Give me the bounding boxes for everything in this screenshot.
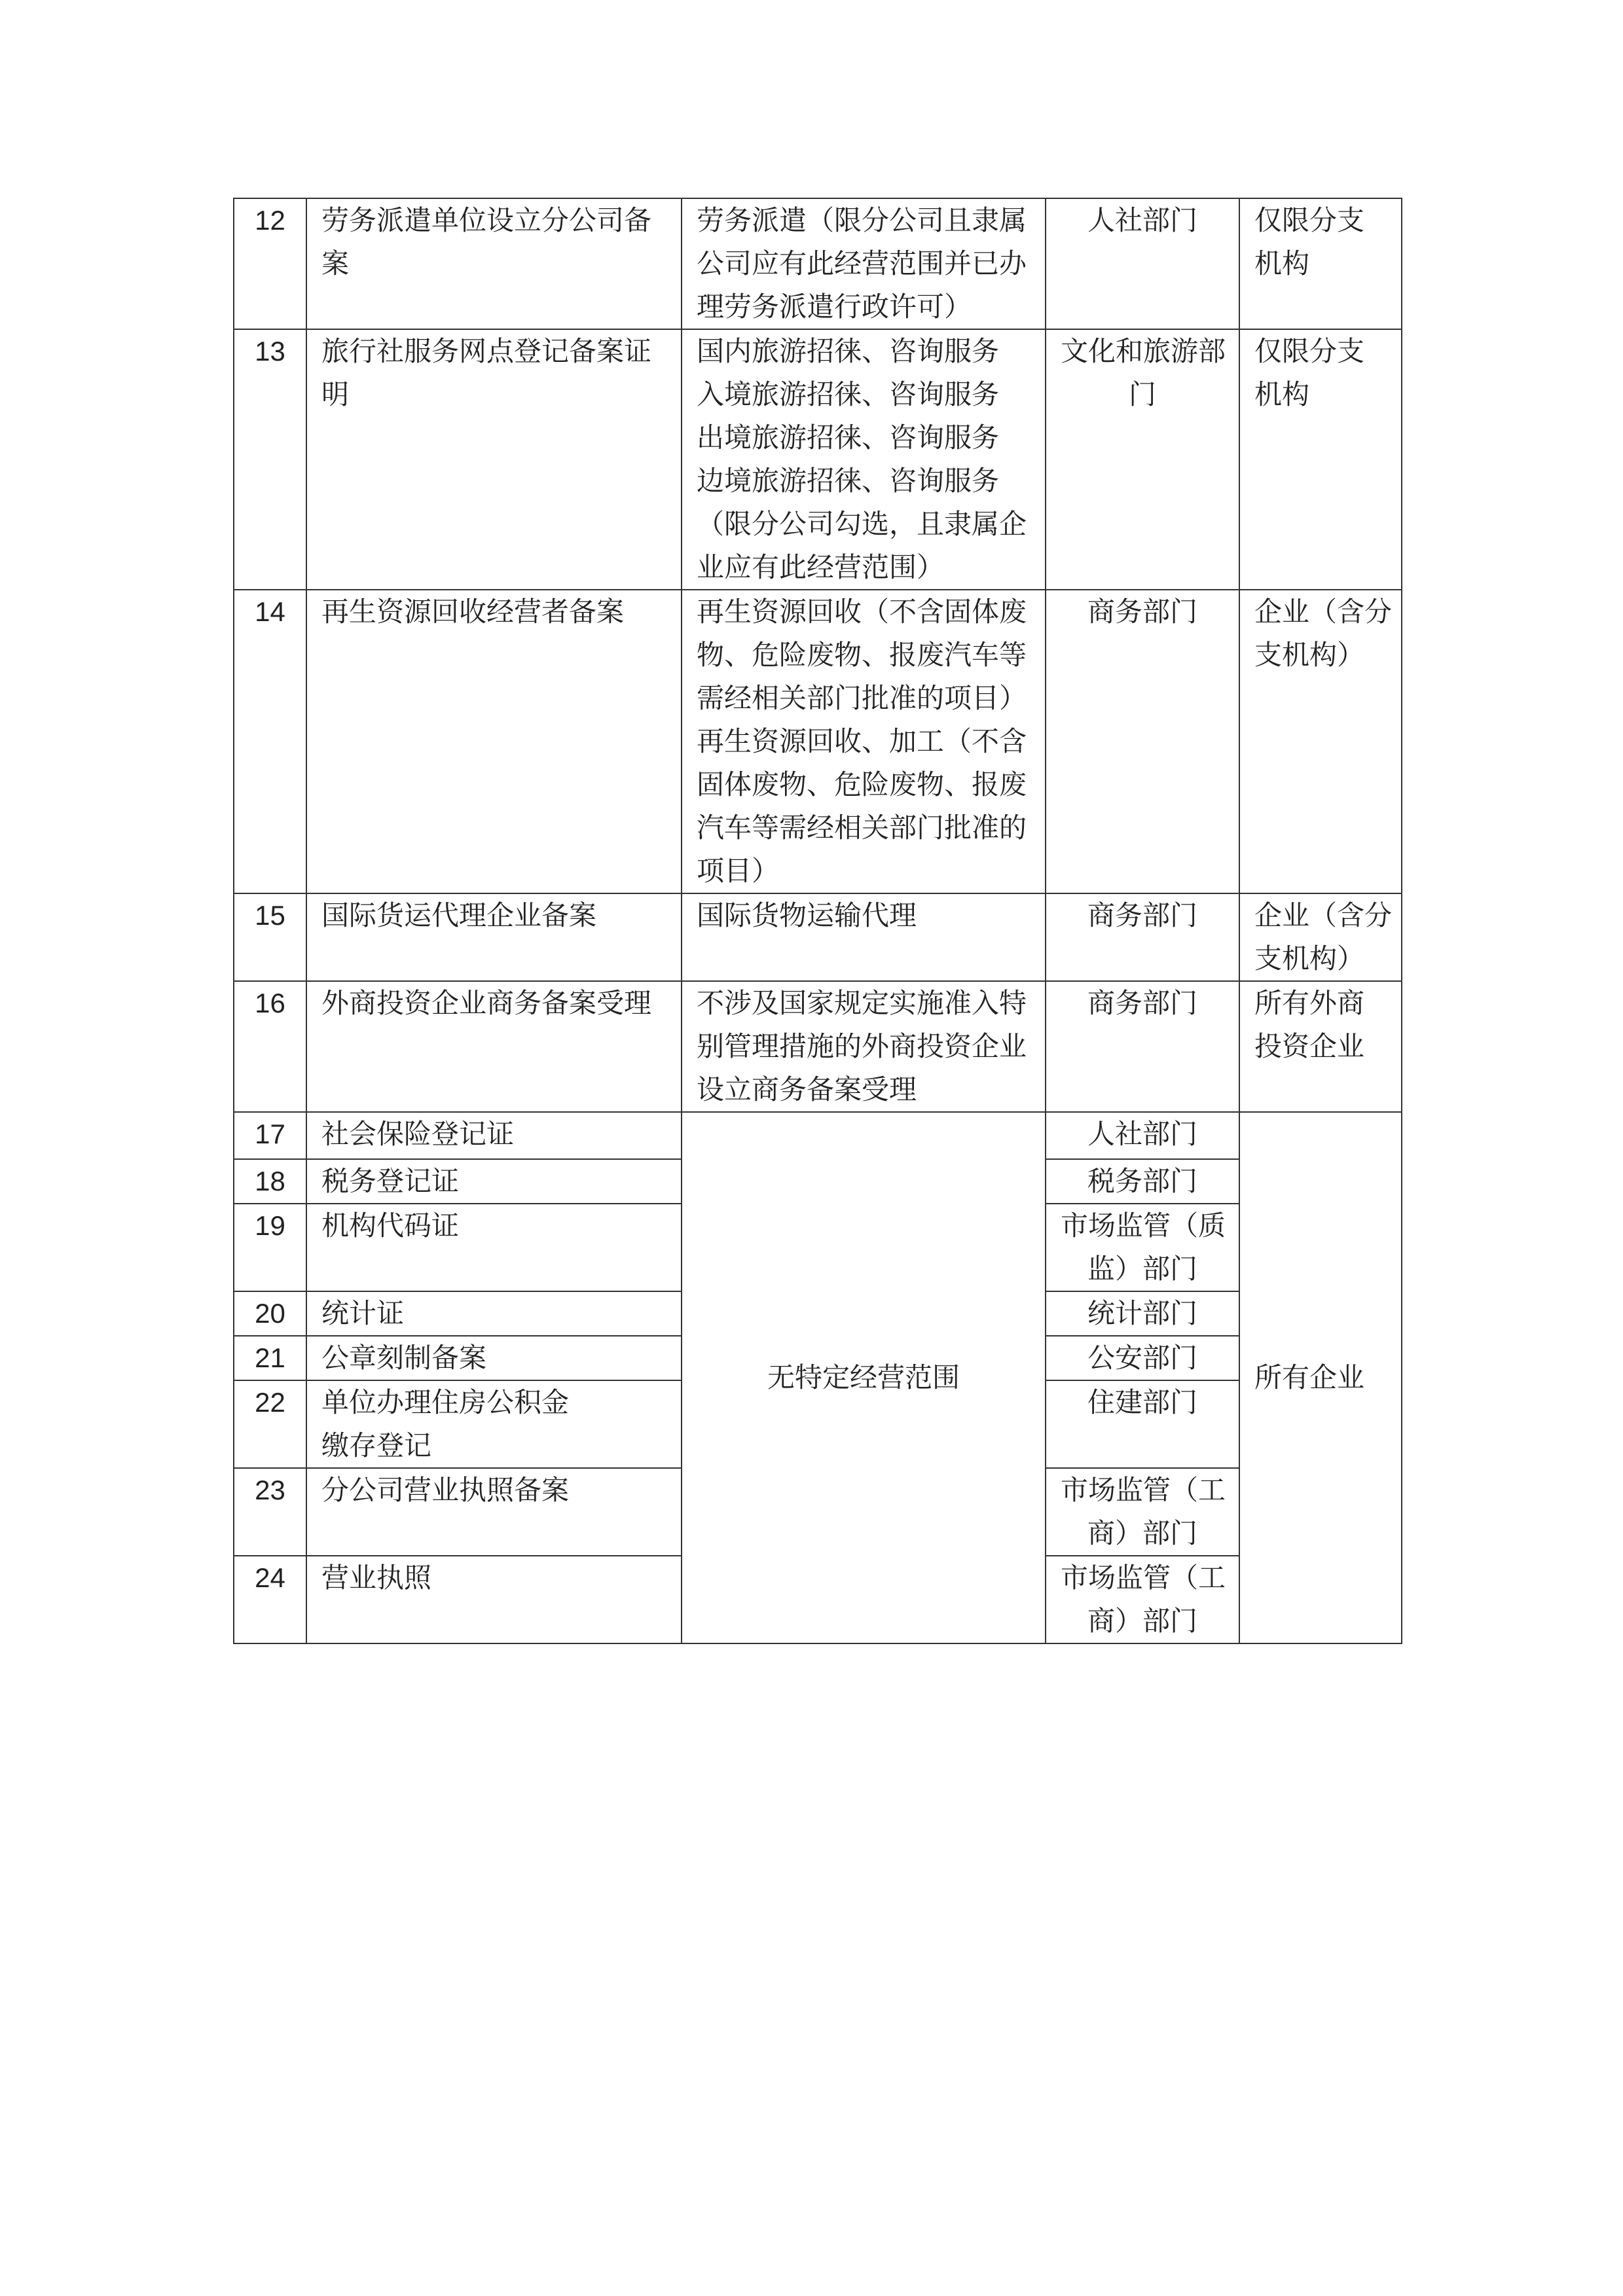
cell-text-line: 市场监管（工 <box>1061 1562 1226 1594</box>
cell-text-line: 出境旅游招徕、咨询服务 <box>697 422 1000 454</box>
cell-text-line: 入境旅游招徕、咨询服务 <box>697 378 1000 410</box>
applicable-scope-merged-cell: 所有企业 <box>1239 1112 1402 1643</box>
cell-text-line: 案 <box>321 247 350 279</box>
cell-text-line: 商务部门 <box>1087 987 1197 1019</box>
department-cell <box>1046 893 1239 981</box>
cell-text-line: 缴存登记 <box>321 1429 432 1462</box>
item-name-cell <box>306 590 682 893</box>
cell-text-line: （限分公司勾选，且隶属企 <box>697 508 1027 540</box>
cell-text-line: 固体废物、危险废物、报废 <box>697 768 1027 800</box>
cell-text-line: 旅行社服务网点登记备案证 <box>321 335 652 367</box>
cell-text-line: 人社部门 <box>1087 204 1197 236</box>
table-row <box>234 1112 1402 1159</box>
item-name-cell <box>306 1204 682 1291</box>
cell-text-line: 公章刻制备案 <box>321 1342 487 1374</box>
department-cell <box>1046 1112 1239 1159</box>
row-number: 16 <box>234 981 306 1112</box>
table-row <box>234 198 1402 329</box>
applicable-scope-cell <box>1239 893 1402 981</box>
applicable-scope-cell <box>1239 329 1402 590</box>
business-scope-cell <box>682 198 1046 329</box>
table-row <box>234 893 1402 981</box>
cell-text-line: 不涉及国家规定实施准入特 <box>697 987 1027 1019</box>
cell-text-line: 住建部门 <box>1087 1386 1197 1418</box>
registration-items-table <box>233 198 1402 1644</box>
cell-text-line: 市场监管（工 <box>1061 1474 1226 1506</box>
table-row <box>234 329 1402 590</box>
cell-text-line: 边境旅游招徕、咨询服务 <box>697 465 1000 497</box>
cell-text-line: 支机构） <box>1254 639 1365 671</box>
department-cell <box>1046 1380 1239 1468</box>
cell-text-line: 营业执照 <box>321 1562 432 1594</box>
item-name-cell <box>306 981 682 1112</box>
item-name-cell <box>306 198 682 329</box>
cell-text-line: 国际货运代理企业备案 <box>321 899 597 931</box>
business-scope-cell <box>682 981 1046 1112</box>
cell-text-line: 机构代码证 <box>321 1210 460 1242</box>
cell-text-line: 税务部门 <box>1087 1165 1197 1197</box>
row-number: 12 <box>234 198 306 329</box>
cell-text-line: 公司应有此经营范围并已办 <box>697 247 1027 279</box>
cell-text-line: 人社部门 <box>1087 1118 1197 1150</box>
cell-text-line: 商务部门 <box>1087 899 1197 931</box>
row-number: 13 <box>234 329 306 590</box>
cell-text-line: 国内旅游招徕、咨询服务 <box>697 335 1000 367</box>
cell-text-line: 投资企业 <box>1254 1030 1365 1062</box>
item-name-cell <box>306 1468 682 1556</box>
department-cell <box>1046 1204 1239 1291</box>
cell-text-line: 再生资源回收、加工（不含 <box>697 725 1027 757</box>
cell-text-line: 门 <box>1128 378 1156 410</box>
cell-text-line: 支机构） <box>1254 942 1365 975</box>
row-number: 24 <box>234 1556 306 1643</box>
cell-text-line: 物、危险废物、报废汽车等 <box>697 639 1027 671</box>
department-cell <box>1046 981 1239 1112</box>
cell-text-line: 项目） <box>697 855 780 887</box>
cell-text-line: 统计证 <box>321 1297 405 1329</box>
cell-text-line: 商）部门 <box>1087 1605 1197 1637</box>
row-number: 20 <box>234 1291 306 1336</box>
row-number: 23 <box>234 1468 306 1556</box>
cell-text-line: 再生资源回收（不含固体废 <box>697 596 1027 628</box>
business-scope-cell <box>682 893 1046 981</box>
cell-text-line: 公安部门 <box>1087 1342 1197 1374</box>
item-name-cell <box>306 1291 682 1336</box>
cell-text-line: 别管理措施的外商投资企业 <box>697 1030 1027 1062</box>
business-scope-merged-cell: 无特定经营范围 <box>682 1112 1046 1643</box>
cell-text-line: 设立商务备案受理 <box>697 1073 917 1105</box>
business-scope-cell <box>682 329 1046 590</box>
item-name-cell <box>306 1159 682 1204</box>
cell-text-line: 外商投资企业商务备案受理 <box>321 987 652 1019</box>
cell-text-line: 汽车等需经相关部门批准的 <box>697 812 1027 844</box>
department-cell <box>1046 198 1239 329</box>
cell-text-line: 理劳务派遣行政许可） <box>697 291 972 323</box>
item-name-cell <box>306 893 682 981</box>
item-name-cell <box>306 1380 682 1468</box>
department-cell <box>1046 1468 1239 1556</box>
cell-text-line: 税务登记证 <box>321 1165 460 1197</box>
applicable-scope-cell <box>1239 198 1402 329</box>
cell-text-line: 商务部门 <box>1087 596 1197 628</box>
cell-text-line: 社会保险登记证 <box>321 1118 515 1150</box>
table-row <box>234 590 1402 893</box>
item-name-cell <box>306 1336 682 1380</box>
cell-text-line: 机构 <box>1254 247 1310 279</box>
cell-text-line: 仅限分支 <box>1254 335 1365 367</box>
department-cell <box>1046 590 1239 893</box>
item-name-cell <box>306 1112 682 1159</box>
cell-text-line: 国际货物运输代理 <box>697 899 917 931</box>
item-name-cell <box>306 329 682 590</box>
cell-text-line: 仅限分支 <box>1254 204 1365 236</box>
applicable-scope-cell <box>1239 590 1402 893</box>
cell-text-line: 分公司营业执照备案 <box>321 1474 570 1506</box>
cell-text-line: 业应有此经营范围） <box>697 551 945 583</box>
row-number: 15 <box>234 893 306 981</box>
row-number: 21 <box>234 1336 306 1380</box>
business-scope-cell <box>682 590 1046 893</box>
department-cell <box>1046 1291 1239 1336</box>
applicable-scope-cell <box>1239 981 1402 1112</box>
cell-text-line: 需经相关部门批准的项目） <box>697 682 1027 714</box>
row-number: 19 <box>234 1204 306 1291</box>
cell-text-line: 市场监管（质 <box>1061 1210 1226 1242</box>
cell-text-line: 文化和旅游部 <box>1061 335 1226 367</box>
cell-text-line: 企业（含分 <box>1254 899 1393 931</box>
cell-text-line: 明 <box>321 378 350 410</box>
cell-text-line: 再生资源回收经营者备案 <box>321 596 625 628</box>
cell-text-line: 劳务派遣单位设立分公司备 <box>321 204 652 236</box>
row-number: 14 <box>234 590 306 893</box>
row-number: 18 <box>234 1159 306 1204</box>
cell-text-line: 单位办理住房公积金 <box>321 1386 570 1418</box>
cell-text-line: 统计部门 <box>1087 1297 1197 1329</box>
department-cell <box>1046 1556 1239 1643</box>
item-name-cell <box>306 1556 682 1643</box>
cell-text-line: 机构 <box>1254 378 1310 410</box>
department-cell <box>1046 329 1239 590</box>
cell-text-line: 所有外商 <box>1254 987 1365 1019</box>
cell-text-line: 企业（含分 <box>1254 596 1393 628</box>
cell-text-line: 商）部门 <box>1087 1517 1197 1549</box>
row-number: 22 <box>234 1380 306 1468</box>
cell-text-line: 监）部门 <box>1087 1253 1197 1285</box>
department-cell <box>1046 1159 1239 1204</box>
row-number: 17 <box>234 1112 306 1159</box>
department-cell <box>1046 1336 1239 1380</box>
cell-text-line: 劳务派遣（限分公司且隶属 <box>697 204 1027 236</box>
table-row <box>234 981 1402 1112</box>
